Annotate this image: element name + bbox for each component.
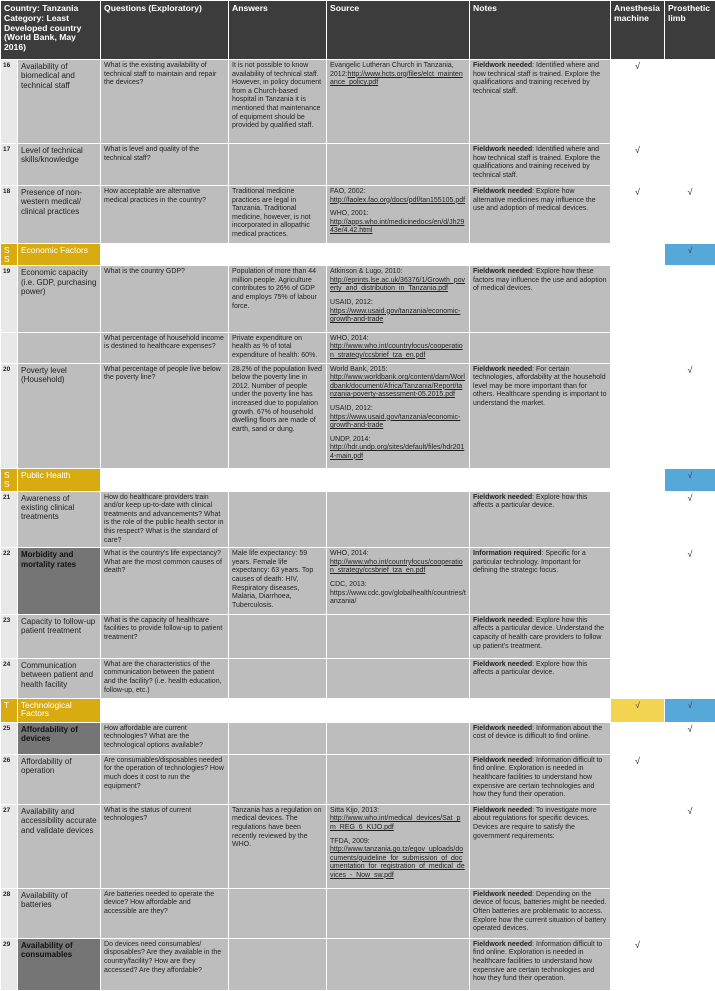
source-link[interactable]: https://www.usaid.gov/tanzania/economic-growth-and-trade <box>330 414 460 430</box>
note-text: : Explore how this affects a particular device. Understand the capacity of health care providers to follow up patient's treatment. <box>473 617 604 650</box>
notes-cell <box>470 144 611 186</box>
table-row <box>1 144 715 186</box>
row-number <box>1 332 18 363</box>
table-row <box>1 614 715 658</box>
row-number: 21 <box>1 491 18 548</box>
section-label: Public Health <box>18 469 101 491</box>
section-row-public-health <box>1 469 715 491</box>
section-blank <box>229 244 327 266</box>
factor-cell: Poverty level (Household) <box>18 363 101 469</box>
table-row <box>1 548 715 615</box>
prosthetic-section-check: √ <box>665 698 715 722</box>
prosthetic-check <box>665 888 715 938</box>
source-cell <box>327 491 470 548</box>
section-blank <box>229 698 327 722</box>
answers-header: Answers <box>229 1 327 60</box>
section-blank <box>327 469 470 491</box>
answer-cell <box>229 491 327 548</box>
section-blank <box>611 244 665 266</box>
answer-cell: It is not possible to know availability of technical staff. However, in policy document from a Church-based hospital in Tanzania it is mentioned that maintenance of equipment should be provided by qualified staff. <box>229 60 327 144</box>
section-label: Technological Factors <box>18 698 101 722</box>
factor-cell: Availability of consumables <box>18 938 101 990</box>
section-blank <box>101 244 229 266</box>
section-code: T <box>1 698 18 722</box>
source-cell <box>327 332 470 363</box>
note-label: Fieldwork needed <box>473 941 532 948</box>
source-cell <box>327 722 470 754</box>
anesthesia-check <box>611 491 665 548</box>
note-label: Fieldwork needed <box>473 661 532 668</box>
question-cell: Are consumables/disposables needed for the operation of technologies? How much does it cost to run the equipment? <box>101 754 229 804</box>
answer-cell <box>229 614 327 658</box>
row-number: 19 <box>1 266 18 333</box>
anesthesia-check: √ <box>611 186 665 244</box>
answer-cell: 28.2% of the population lived below the poverty line in 2012. Number of people under the poverty line has increased due to population growth. 67% of household dwelling floors are made of earth, sand or dung. <box>229 363 327 469</box>
notes-cell <box>470 491 611 548</box>
section-blank <box>470 244 611 266</box>
question-cell: What percentage of household income is destined to healthcare expenses? <box>101 332 229 363</box>
anesthesia-section-check: √ <box>611 698 665 722</box>
table-row <box>1 186 715 244</box>
source-link[interactable]: http://www.hcts.org/files/elct_maintenance_policy.pdf <box>330 71 463 87</box>
question-cell: How acceptable are alternative medical practices in the country? <box>101 186 229 244</box>
anesthesia-check <box>611 888 665 938</box>
row-number: 25 <box>1 722 18 754</box>
section-blank <box>611 469 665 491</box>
factor-cell: Affordability of operation <box>18 754 101 804</box>
source-link[interactable]: http://faolex.fao.org/docs/pdf/tan155105.pdf <box>330 197 465 204</box>
source-text: WHO, 2001: <box>330 210 369 217</box>
source-link[interactable]: https://www.usaid.gov/tanzania/economic-growth-and-trade <box>330 308 460 324</box>
anesthesia-check <box>611 658 665 698</box>
note-label: Fieldwork needed <box>473 268 532 275</box>
note-text: : Depending on the device of focus, batteries might be needed. Often batteries are problematic to access. Explore how the current situation of battery operated devices. <box>473 891 606 932</box>
section-blank <box>229 469 327 491</box>
source-header: Source <box>327 1 470 60</box>
note-text: : Explore how this affects a particular device. <box>473 661 587 677</box>
anesthesia-header: Anesthesia machine <box>611 1 665 60</box>
source-text: FAO, 2002: <box>330 188 365 195</box>
section-label: Economic Factors <box>18 244 101 266</box>
factor-cell: Availability and accessibility accurate and validate devices <box>18 804 101 888</box>
answer-cell <box>229 722 327 754</box>
notes-cell <box>470 363 611 469</box>
notes-cell <box>470 60 611 144</box>
table-row <box>1 658 715 698</box>
prosthetic-check: √ <box>665 491 715 548</box>
source-cell <box>327 60 470 144</box>
source-link[interactable]: http://eprints.lse.ac.uk/36376/1/Growth_poverty_and_distribution_in_Tanzania.pdf <box>330 277 465 293</box>
table-row <box>1 60 715 144</box>
section-code: SS <box>1 469 18 491</box>
source-cell <box>327 658 470 698</box>
source-link[interactable]: http://www.who.int/countryfocus/cooperation_strategy/ccsbrief_tza_en.pdf <box>330 559 463 575</box>
source-cell <box>327 548 470 615</box>
note-label: Fieldwork needed <box>473 188 532 195</box>
prosthetic-check <box>665 144 715 186</box>
row-number: 23 <box>1 614 18 658</box>
note-label: Fieldwork needed <box>473 146 532 153</box>
table-row <box>1 804 715 888</box>
question-cell: What is the country GDP? <box>101 266 229 333</box>
question-cell: What are the characteristics of the communication between the patient and the facility? (i.e. health education, follow-up, etc.) <box>101 658 229 698</box>
source-link[interactable]: http://www.who.int/medical_devices/Sat_pm_REG_6_KIJO.pdf <box>330 815 460 831</box>
note-label: Fieldwork needed <box>473 807 532 814</box>
note-text: : Specific for a particular technology. Important for defining the strategic focus. <box>473 550 586 574</box>
anesthesia-check <box>611 363 665 469</box>
prosthetic-check: √ <box>665 363 715 469</box>
questions-header: Questions (Exploratory) <box>101 1 229 60</box>
answer-cell <box>229 938 327 990</box>
notes-cell <box>470 938 611 990</box>
prosthetic-check <box>665 266 715 333</box>
note-text: : Identified where and how technical staff is trained. Explore the qualifications and training received by technical staff. <box>473 146 600 179</box>
prosthetic-check: √ <box>665 186 715 244</box>
factor-cell: Level of technical skills/knowledge <box>18 144 101 186</box>
notes-cell <box>470 888 611 938</box>
question-cell: What is the capacity of healthcare facilities to provide follow-up to patient treatment? <box>101 614 229 658</box>
notes-cell <box>470 804 611 888</box>
source-text: TFDA, 2009: <box>330 838 370 845</box>
prosthetic-check: √ <box>665 722 715 754</box>
prosthetic-check <box>665 332 715 363</box>
section-blank <box>327 698 470 722</box>
anesthesia-check: √ <box>611 754 665 804</box>
table-row <box>1 722 715 754</box>
note-text: : Identified where and how technical staff is trained. Explore the qualifications and training received by technical staff. <box>473 62 600 95</box>
source-text: WHO, 2014: <box>330 550 369 557</box>
note-label: Fieldwork needed <box>473 725 532 732</box>
question-cell: What is the country's life expectancy? What are the most common causes of death? <box>101 548 229 615</box>
question-cell: Do devices need consumables/ disposables? Are they available in the country/facility? How are they accessed? Are they affordable? <box>101 938 229 990</box>
source-text: Evangelic Lutheran Church in Tanzania, 2012: <box>330 62 454 78</box>
note-label: Fieldwork needed <box>473 366 532 373</box>
question-cell: What is the existing availability of technical staff to maintain and repair the devices? <box>101 60 229 144</box>
note-text: : Information about the cost of device is difficult to find online. <box>473 725 602 741</box>
section-row-economic <box>1 244 715 266</box>
note-label: Fieldwork needed <box>473 617 532 624</box>
note-text: : Information difficult to find online. Exploration is needed in healthcare facilities to understand how expensive are certain technologies and how they fund their operation. <box>473 941 602 982</box>
factor-cell: Availability of biomedical and technical staff <box>18 60 101 144</box>
factor-cell: Capacity to follow-up patient treatment <box>18 614 101 658</box>
prosthetic-check: √ <box>665 804 715 888</box>
prosthetic-check <box>665 938 715 990</box>
row-number: 18 <box>1 186 18 244</box>
row-number: 28 <box>1 888 18 938</box>
source-text: UNDP, 2014: <box>330 436 370 443</box>
section-blank <box>327 244 470 266</box>
notes-cell <box>470 754 611 804</box>
answer-cell <box>229 754 327 804</box>
notes-cell <box>470 614 611 658</box>
source-link[interactable]: http://apps.who.int/medicinedocs/en/d/Jh2943e/4.42.html <box>330 219 464 235</box>
factor-cell: Morbidity and mortality rates <box>18 548 101 615</box>
factor-cell: Availability of batteries <box>18 888 101 938</box>
table-row <box>1 332 715 363</box>
row-number: 26 <box>1 754 18 804</box>
table-row <box>1 754 715 804</box>
source-text: Atkinson & Lugo, 2010: <box>330 268 402 275</box>
source-cell <box>327 186 470 244</box>
note-text: : Explore how these factors may influence the use and adoption of medical devices. <box>473 268 606 292</box>
notes-cell <box>470 266 611 333</box>
row-number: 27 <box>1 804 18 888</box>
note-text: : Explore how alternative medicines may influence the use and adoption of medical devices. <box>473 188 596 212</box>
note-label: Fieldwork needed <box>473 62 532 69</box>
source-text: World Bank, 2015: <box>330 366 387 373</box>
factor-cell <box>18 332 101 363</box>
source-cell <box>327 614 470 658</box>
answer-cell <box>229 888 327 938</box>
factor-cell: Economic capacity (i.e. GDP, purchasing power) <box>18 266 101 333</box>
row-number: 16 <box>1 60 18 144</box>
table-row <box>1 363 715 469</box>
prosthetic-check <box>665 754 715 804</box>
note-label: Fieldwork needed <box>473 494 532 501</box>
answer-cell: Male life expectancy: 59 years. Female life expectancy: 63 years. Top causes of death: HIV, Respiratory diseases, Malaria, Diarrhoea, Tuberculosis. <box>229 548 327 615</box>
country-header: Country: Tanzania Category: Least Developed country (World Bank, May 2016) <box>1 1 101 60</box>
prosthetic-check: √ <box>665 548 715 615</box>
source-link[interactable]: http://hdr.undp.org/sites/default/files/hdr2014-main.pdf <box>330 444 464 460</box>
section-blank <box>470 698 611 722</box>
factor-cell: Awareness of existing clinical treatments <box>18 491 101 548</box>
table-row <box>1 491 715 548</box>
anesthesia-check <box>611 722 665 754</box>
note-text: : To investigate more about regulations for specific devices. Devices are require to satisfy the government requirements: <box>473 807 597 840</box>
notes-cell <box>470 548 611 615</box>
anesthesia-check: √ <box>611 60 665 144</box>
note-text: : Information difficult to find online. Exploration is needed in healthcare facilities to understand how expensive are certain technologies and how they fund their operation. <box>473 757 602 798</box>
prosthetic-check <box>665 60 715 144</box>
row-number: 17 <box>1 144 18 186</box>
source-link[interactable]: http://www.tanzania.go.tz/egov_uploads/documents/guideline_for_submission_of_documentation_for_registration_of_medical_devices_-_Now_sw.pdf <box>330 846 465 879</box>
note-label: Fieldwork needed <box>473 891 532 898</box>
anesthesia-check <box>611 332 665 363</box>
note-text: : Explore how this affects a particular device. <box>473 494 587 510</box>
prosthetic-check <box>665 614 715 658</box>
prosthetic-check <box>665 658 715 698</box>
question-cell: How do healthcare providers train and/or keep up-to-date with clinical treatments and advancements? What is the role of the public health sector in this respect? What is the standard of care? <box>101 491 229 548</box>
source-link[interactable]: http://www.worldbank.org/content/dam/Worldbank/document/Africa/Tanzania/Report/tanzania-poverty-assessment-05.2015.pdf <box>330 374 465 398</box>
row-number: 20 <box>1 363 18 469</box>
question-cell: What percentage of people live below the poverty line? <box>101 363 229 469</box>
prosthetic-header: Prosthetic limb <box>665 1 715 60</box>
row-number: 24 <box>1 658 18 698</box>
table-row <box>1 266 715 333</box>
source-text: Sitta Kijo, 2013: <box>330 807 379 814</box>
source-cell <box>327 888 470 938</box>
row-number: 22 <box>1 548 18 615</box>
source-cell <box>327 938 470 990</box>
anesthesia-check <box>611 266 665 333</box>
source-link[interactable]: http://www.who.int/countryfocus/cooperation_strategy/ccsbrief_tza_en.pdf <box>330 343 463 359</box>
note-label: Information required <box>473 550 541 557</box>
section-code: SS <box>1 244 18 266</box>
prosthetic-section-check: √ <box>665 244 715 266</box>
question-cell: What is the status of current technologies? <box>101 804 229 888</box>
answer-cell: Traditional medicine practices are legal in Tanzania. Traditional medicine, however, is not incorporated in allopathic medical practices. <box>229 186 327 244</box>
section-blank <box>470 469 611 491</box>
answer-cell: Private expenditure on health as % of total expenditure of health: 60%. <box>229 332 327 363</box>
question-cell: What is level and quality of the technical staff? <box>101 144 229 186</box>
answer-cell <box>229 144 327 186</box>
anesthesia-check: √ <box>611 938 665 990</box>
source-cell <box>327 804 470 888</box>
factor-cell: Presence of non-western medical/ clinical practices <box>18 186 101 244</box>
table-row <box>1 888 715 938</box>
question-cell: Are batteries needed to operate the device? How affordable and accessible are they? <box>101 888 229 938</box>
anesthesia-check <box>611 614 665 658</box>
factor-cell: Communication between patient and health facility <box>18 658 101 698</box>
anesthesia-check <box>611 804 665 888</box>
source-cell <box>327 144 470 186</box>
notes-cell <box>470 722 611 754</box>
factor-cell: Affordability of devices <box>18 722 101 754</box>
notes-cell <box>470 332 611 363</box>
answer-cell <box>229 658 327 698</box>
source-text: USAID, 2012: <box>330 299 373 306</box>
header-row <box>1 1 715 60</box>
anesthesia-check: √ <box>611 144 665 186</box>
source-cell <box>327 363 470 469</box>
section-blank <box>101 469 229 491</box>
answer-cell: Tanzania has a regulation on medical devices. The regulations have been recently reviewed by the WHO. <box>229 804 327 888</box>
prosthetic-section-check: √ <box>665 469 715 491</box>
source-text: CDC, 2013: https://www.cdc.gov/globalhealth/countries/tanzania/ <box>330 581 466 607</box>
row-number: 29 <box>1 938 18 990</box>
notes-cell <box>470 186 611 244</box>
source-text: WHO, 2014: <box>330 335 369 342</box>
source-cell <box>327 754 470 804</box>
notes-header: Notes <box>470 1 611 60</box>
section-row-technological <box>1 698 715 722</box>
source-text: USAID, 2012: <box>330 405 373 412</box>
source-cell <box>327 266 470 333</box>
table-row <box>1 938 715 990</box>
note-label: Fieldwork needed <box>473 757 532 764</box>
note-text: : For certain technologies, affordability at the household level may be more important than for others. Healthcare spending is important to understand the market. <box>473 366 606 407</box>
question-cell: How affordable are current technologies? What are the technological options available? <box>101 722 229 754</box>
answer-cell: Population of more than 44 million people. Agriculture contributes to 26% of GDP and employs 75% of labour force. <box>229 266 327 333</box>
notes-cell <box>470 658 611 698</box>
section-blank <box>101 698 229 722</box>
anesthesia-check <box>611 548 665 615</box>
